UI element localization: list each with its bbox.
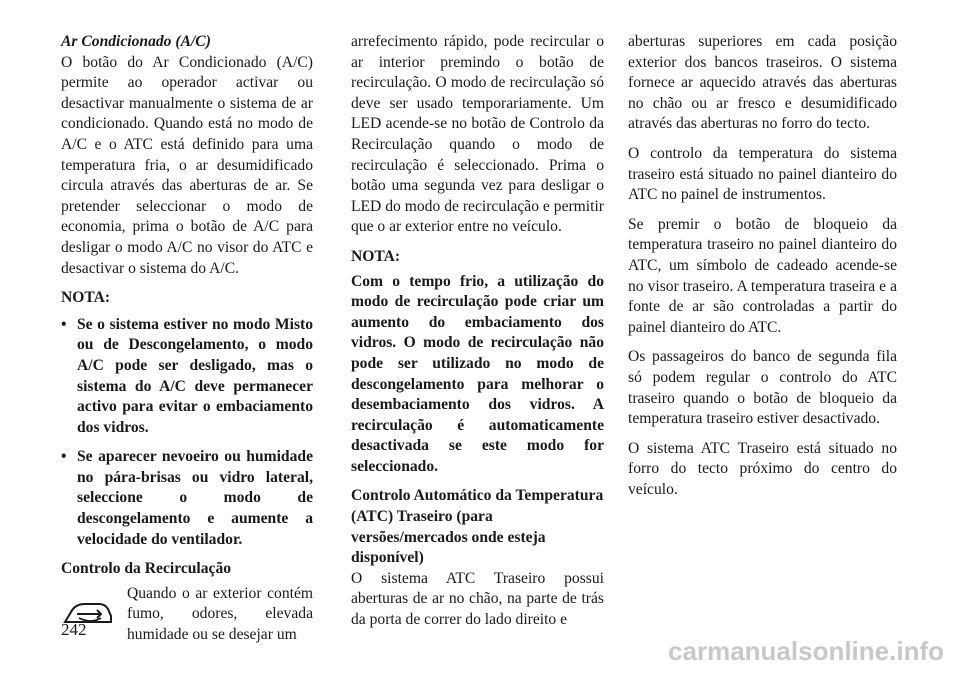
paragraph-atc: O sistema ATC Traseiro possui aberturas de ar no chão, na parte de trás da porta de correr do lado direito e: [351, 569, 604, 629]
note-item: • Se aparecer nevoeiro ou humidade no pára-brisas ou vidro lateral, seleccione o modo de descongelamento e aumente a velocidade do ventilador.: [61, 448, 313, 548]
paragraph-second-row: Os passageiros do banco de segunda fila só podem regular o controlo do ATC traseiro quando o botão de bloqueio da temperatura traseiro estiver desactivado.: [628, 348, 897, 428]
note-label: NOTA:: [61, 289, 111, 307]
paragraph-location: O sistema ATC Traseiro está situado no forro do tecto próximo do centro do veículo.: [628, 439, 897, 498]
recirculation-block: [61, 584, 313, 646]
heading-ac: Ar Condicionado (A/C): [61, 33, 211, 50]
column-right: [628, 32, 897, 509]
paragraph-rear-control: O controlo da temperatura do sistema traseiro está situado no painel dianteiro do ATC no painel de instrumentos.: [628, 144, 897, 204]
paragraph-recirculation: Quando o ar exterior contém fumo, odores, elevada humidade ou se desejar um: [127, 584, 313, 644]
note-text: Com o tempo frio, a utilização do modo de recirculação pode criar um aumento do embaciamento dos vidros. O modo de recirculação não pode ser utilizado no modo de descongelamento para melhorar o desembaciamento dos vidros. A recirculação é automaticamente desactivada se este modo for seleccionado.: [351, 272, 604, 475]
paragraph-atc-cont: aberturas superiores em cada posição exterior dos bancos traseiros. O sistema fornece ar aquecido através das aberturas no chão ou ar fresco e desumidificado através das aberturas no forro do tecto.: [628, 33, 897, 133]
heading-atc: Controlo Automático da Temperatura (ATC) Traseiro (para versões/mercados onde esteja disponível): [351, 487, 604, 567]
note-label: NOTA:: [351, 247, 401, 265]
note-item: • Se o sistema estiver no modo Misto ou de Descongelamento, o modo A/C pode ser desligado, mas o sistema do A/C deve permanecer activo para evitar o embaciamento dos vidros.: [61, 315, 313, 436]
paragraph-lock: Se premir o botão de bloqueio da temperatura traseiro no painel dianteiro do ATC, um símbolo de cadeado acende-se no visor traseiro. A temperatura traseira e a fonte de ar são controladas a partir do painel dianteiro do ATC.: [628, 215, 897, 336]
column-middle: [351, 32, 604, 640]
page-number: 242: [61, 620, 87, 639]
heading-recirculation: Controlo da Recirculação: [61, 560, 232, 578]
paragraph-recirculation-cont: arrefecimento rápido, pode recircular o ar interior premindo o botão de recirculação. O modo de recirculação só deve ser usado temporariamente. Um LED acende-se no botão de Controlo da Recirculação quando o modo de recirculação é seleccionado. Prima o botão uma segunda vez para desligar o LED do modo de recirculação e permitir que o ar exterior entre no veículo.: [351, 33, 604, 236]
paragraph-ac: O botão do Ar Condicionado (A/C) permite ao operador activar ou desactivar manualmente o sistema de ar condicionado. Quando está no modo de A/C e o ATC está definido para uma temperatura fria, o ar desumidificado circula através das aberturas de ar. Se pretender seleccionar o modo de economia, prima o botão de A/C para desligar o modo A/C no visor do ATC e desactivar o sistema do A/C.: [61, 53, 313, 277]
column-left: [61, 32, 313, 646]
watermark: carmanualsonline.info: [668, 636, 944, 666]
note-list: [61, 315, 313, 551]
